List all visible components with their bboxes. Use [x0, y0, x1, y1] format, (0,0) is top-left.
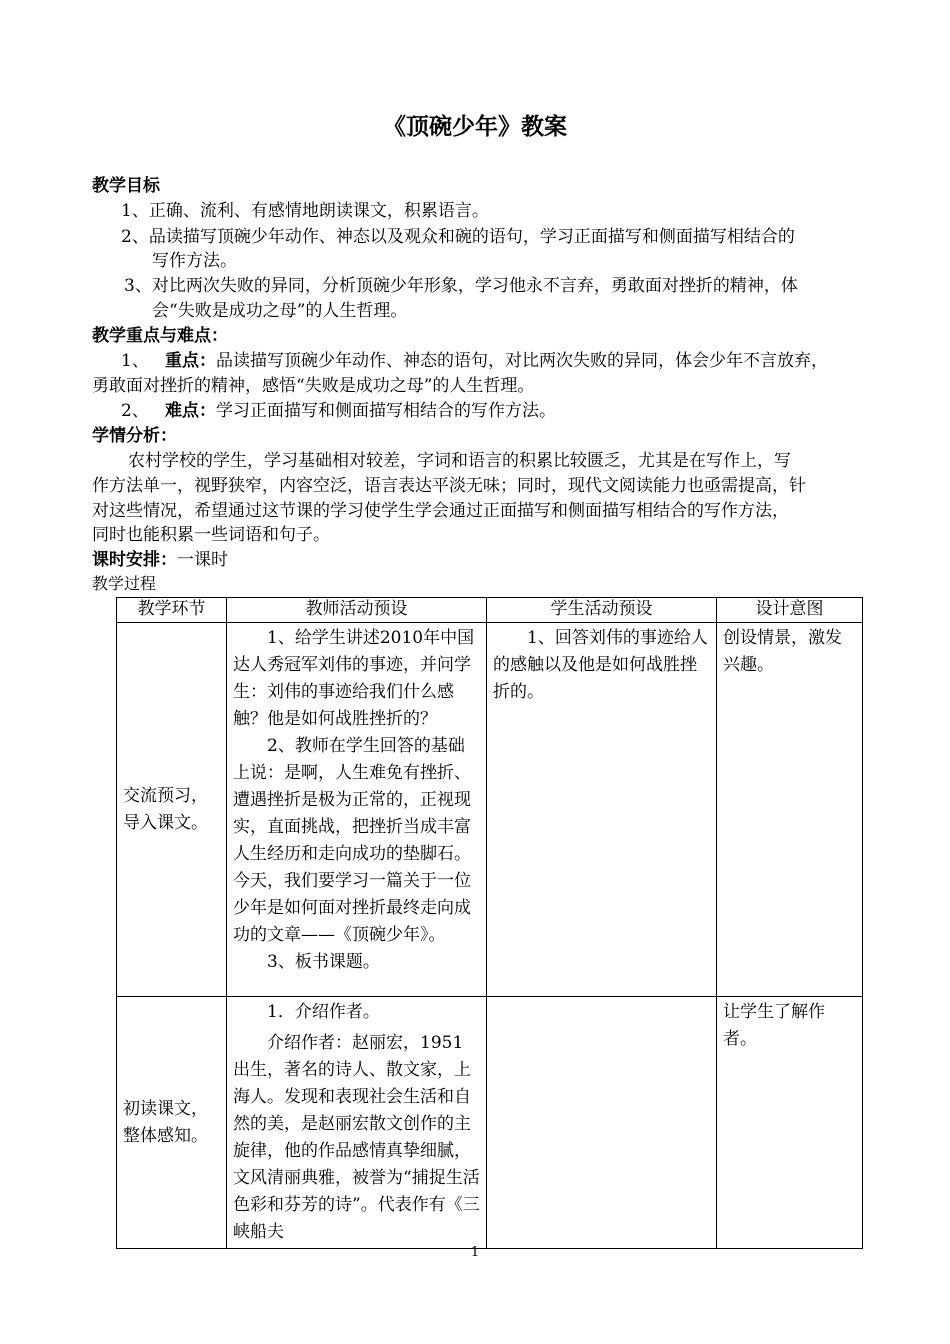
keypoint-1-num: 1、 [121, 351, 149, 371]
analysis-line-4: 同时也能积累一些词语和句子。 [92, 525, 330, 545]
header-intent: 设计意图 [717, 598, 863, 623]
goal-item-2: 2、品读描写顶碗少年动作、神态以及观众和碗的语句，学习正面描写和侧面描写相结合的 [121, 227, 795, 247]
row1-teacher-p3: 3、板书课题。 [267, 952, 380, 972]
goal-item-2-cont: 写作方法。 [152, 251, 237, 271]
row2-stage: 初读课文，整体感知。 [117, 997, 227, 1249]
row1-teacher [227, 623, 487, 997]
row1-student [487, 623, 717, 997]
analysis-heading: 学情分析： [92, 426, 177, 446]
row1-student-text: 1、回答刘伟的事迹给人的感触以及他是如何战胜挫折的。 [493, 628, 708, 702]
row2-teacher [227, 997, 487, 1249]
analysis-line-2: 作方法单一，视野狭窄，内容空泛，语言表达平淡无味；同时，现代文阅读能力也亟需提高，针 [92, 476, 806, 496]
keypoint-2-text: 学习正面描写和侧面描写相结合的写作方法。 [216, 401, 557, 421]
goal-item-3: 3、对比两次失败的异同，分析顶碗少年形象，学习他永不言弃，勇敢面对挫折的精神，体 [124, 276, 798, 296]
analysis-line-3: 对这些情况，希望通过这节课的学习使学生学会通过正面描写和侧面描写相结合的写作方法， [92, 501, 789, 521]
table-header-row [117, 598, 863, 623]
goals-heading: 教学目标 [92, 176, 160, 196]
row2-teacher-p1: 1．介绍作者。 [267, 1002, 380, 1022]
header-teacher: 教师活动预设 [227, 598, 487, 623]
header-stage: 教学环节 [117, 598, 227, 623]
row1-stage: 交流预习，导入课文。 [117, 623, 227, 997]
row2-student [487, 997, 717, 1249]
row2-intent: 让学生了解作者。 [717, 997, 863, 1249]
keypoints-heading: 教学重点与难点： [92, 326, 228, 346]
keypoint-1-label: 重点： [165, 351, 217, 371]
page-number: 1 [470, 1245, 480, 1260]
keypoint-1-cont: 勇敢面对挫折的精神，感悟“失败是成功之母”的人生哲理。 [92, 376, 535, 396]
schedule-value: 一课时 [177, 550, 228, 570]
row1-intent: 创设情景，激发兴趣。 [717, 623, 863, 997]
keypoint-2-label: 难点： [165, 401, 217, 421]
page-title: 《顶碗少年》教案 [383, 114, 567, 140]
keypoint-2 [121, 399, 901, 423]
keypoint-1-text: 品读描写顶碗少年动作、神态的语句，对比两次失败的异同，体会少年不言放弃， [216, 351, 829, 371]
process-label: 教学过程 [92, 574, 157, 593]
header-student: 学生活动预设 [487, 598, 717, 623]
keypoint-2-num: 2、 [121, 401, 149, 421]
analysis-line-1: 农村学校的学生，学习基础相对较差，字词和语言的积累比较匮乏，尤其是在写作上，写 [128, 451, 791, 471]
table-row [117, 623, 863, 997]
goal-item-1: 1、正确、流利、有感情地朗读课文，积累语言。 [121, 201, 489, 221]
row1-teacher-p1: 1、给学生讲述2010年中国达人秀冠军刘伟的事迹，并问学生：刘伟的事迹给我们什么感触？他是如何战胜挫折的？ [233, 628, 475, 729]
schedule [92, 548, 872, 572]
row2-teacher-p2: 介绍作者：赵丽宏，1951出生，著名的诗人、散文家，上海人。发现和表现社会生活和自然的美，是赵丽宏散文创作的主旋律，他的作品感情真挚细腻，文风清丽典雅，被誉为“捕捉生活色彩和芬芳的诗”。代表作有《三峡船夫 [233, 1033, 480, 1242]
row1-teacher-p2: 2、教师在学生回答的基础上说：是啊，人生难免有挫折、遭遇挫折是极为正常的，正视现实，直面挑战，把挫折当成丰富人生经历和走向成功的垫脚石。今天，我们要学习一篇关于一位少年是如何面对挫折最终走向成功的文章——《顶碗少年》。 [233, 736, 471, 945]
process-table [116, 597, 863, 1249]
schedule-label: 课时安排： [92, 550, 177, 570]
goal-item-3-cont: 会“失败是成功之母”的人生哲理。 [152, 301, 408, 321]
keypoint-1 [121, 349, 901, 373]
table-row [117, 997, 863, 1249]
